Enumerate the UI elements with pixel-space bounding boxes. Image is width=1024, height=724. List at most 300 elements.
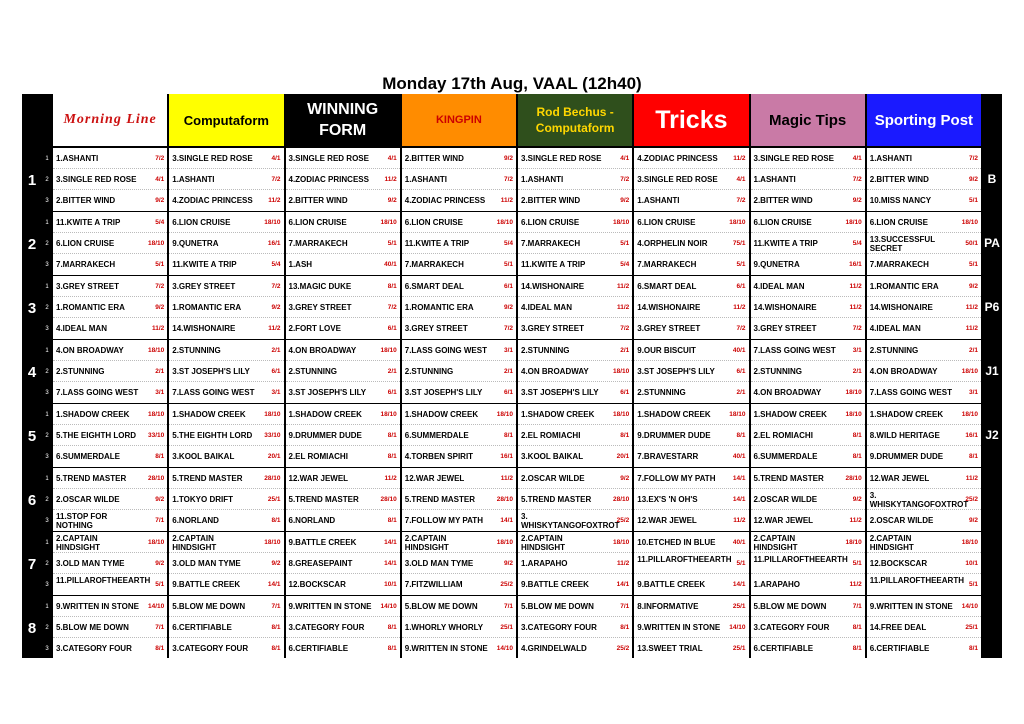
horse-name: 4.GRINDELWALD	[521, 644, 587, 653]
odds: 5/1	[736, 261, 746, 268]
horse-name: 6.LION CRUISE	[172, 218, 231, 227]
tip-cell	[53, 553, 167, 574]
odds: 9/2	[968, 517, 978, 524]
odds: 11/2	[500, 197, 513, 204]
odds: 28/10	[612, 496, 630, 503]
tip-cell	[751, 318, 865, 339]
horse-name: 3.CATEGORY FOUR	[172, 644, 249, 653]
odds: 75/1	[732, 240, 746, 247]
odds: 18/10	[147, 539, 165, 546]
selection-rank: 1	[45, 283, 49, 290]
odds: 14/1	[732, 496, 746, 503]
tip-cell	[634, 254, 748, 275]
tip-cell	[169, 169, 283, 190]
horse-name: 4.ON BROADWAY	[753, 388, 822, 397]
odds: 14/10	[961, 603, 978, 610]
horse-name: 12.WAR JEWEL	[404, 474, 465, 483]
bet-type-label: PA	[984, 236, 1000, 250]
horse-name: 9.WRITTEN IN STONE	[288, 602, 372, 611]
horse-name: 9.DRUMMER DUDE	[637, 431, 711, 440]
odds: 7/2	[387, 304, 397, 311]
horse-name: 2.CAPTAIN HINDSIGHT	[521, 534, 565, 552]
selection-rank: 2	[45, 624, 49, 631]
tip-cell	[634, 382, 748, 403]
tip-cell	[634, 638, 748, 659]
tip-cell	[286, 297, 400, 318]
horse-name: 13.EX'S 'N OH'S	[637, 495, 698, 504]
horse-name: 11.PILLAROFTHEEARTH	[869, 576, 964, 585]
tip-cell	[402, 489, 516, 510]
tip-cell	[867, 340, 981, 361]
selection-rank: 2	[45, 240, 49, 247]
tip-cell	[402, 468, 516, 489]
odds: 40/1	[732, 539, 746, 546]
horse-name: 9.DRUMMER DUDE	[288, 431, 362, 440]
tip-cell	[286, 596, 400, 617]
tip-cell	[634, 190, 748, 211]
horse-name: 2.STUNNING	[288, 367, 337, 376]
odds: 5/1	[968, 261, 978, 268]
horse-name: 8.WILD HERITAGE	[869, 431, 940, 440]
horse-name: 3.GREY STREET	[172, 282, 236, 291]
horse-name: 5.TREND MASTER	[753, 474, 824, 483]
tip-cell	[402, 510, 516, 531]
horse-name: 9.WRITTEN IN STONE	[637, 623, 721, 632]
tip-cell	[286, 553, 400, 574]
tip-cell	[286, 574, 400, 595]
horse-name: 1.SHADOW CREEK	[172, 410, 246, 419]
horse-name: 2.CAPTAIN HINDSIGHT	[56, 534, 100, 552]
tip-cell	[53, 254, 167, 275]
horse-name: 9.BATTLE CREEK	[521, 580, 589, 589]
odds: 5/4	[503, 240, 513, 247]
odds: 14/1	[500, 517, 513, 524]
tip-cell	[634, 169, 748, 190]
tip-cell	[751, 468, 865, 489]
tip-cell	[634, 340, 748, 361]
odds: 14/1	[384, 539, 397, 546]
horse-name: 12.WAR JEWEL	[753, 516, 814, 525]
horse-name: 1.SHADOW CREEK	[521, 410, 595, 419]
tip-cell	[53, 276, 167, 297]
tip-cell	[169, 233, 283, 254]
horse-name: 7.LASS GOING WEST	[56, 388, 139, 397]
tip-cell	[518, 212, 632, 233]
tip-cell	[518, 553, 632, 574]
race-number: 3	[27, 299, 37, 317]
odds: 11/2	[733, 517, 746, 524]
page-title: Monday 17th Aug, VAAL (12h40)	[382, 74, 642, 93]
horse-name: 2.STUNNING	[56, 367, 105, 376]
odds: 11/2	[268, 325, 281, 332]
odds: 5/1	[968, 197, 978, 204]
odds: 7/1	[155, 624, 165, 631]
race-number: 1	[27, 171, 37, 189]
tip-cell	[286, 617, 400, 638]
horse-name: 2.CAPTAIN HINDSIGHT	[404, 534, 449, 552]
odds: 4/1	[620, 155, 630, 162]
odds: 8/1	[852, 453, 862, 460]
horse-name: 3.SINGLE RED ROSE	[56, 175, 137, 184]
tip-cell	[402, 318, 516, 339]
tip-cell	[751, 276, 865, 297]
odds: 20/1	[616, 453, 630, 460]
horse-name: 6.CERTIFIABLE	[869, 644, 930, 653]
tip-cell	[286, 276, 400, 297]
race-number: 4	[27, 363, 37, 381]
odds: 6/1	[387, 389, 397, 396]
horse-name: 3.ST JOSEPH'S LILY	[288, 388, 367, 397]
odds: 10/1	[384, 581, 397, 588]
odds: 9/2	[620, 197, 630, 204]
horse-name: 1.TOKYO DRIFT	[172, 495, 233, 504]
tip-cell	[518, 510, 632, 531]
horse-name: 5.BLOW ME DOWN	[521, 602, 594, 611]
tip-cell	[867, 532, 981, 553]
tip-cell	[751, 382, 865, 403]
tip-cell	[867, 489, 981, 510]
tip-cell	[286, 318, 400, 339]
tip-cell	[53, 446, 167, 467]
horse-name: 4.IDEAL MAN	[56, 324, 107, 333]
horse-name: 3.CATEGORY FOUR	[753, 623, 830, 632]
odds: 25/1	[500, 624, 513, 631]
horse-name: 2.OSCAR WILDE	[753, 495, 818, 504]
tip-cell	[402, 361, 516, 382]
horse-name: 11.KWITE A TRIP	[521, 260, 586, 269]
horse-name: 1.ROMANTIC ERA	[56, 303, 125, 312]
odds: 14/10	[147, 603, 165, 610]
odds: 5/1	[736, 560, 746, 567]
odds: 18/10	[612, 539, 630, 546]
odds: 5/1	[387, 240, 397, 247]
tip-cell	[402, 425, 516, 446]
odds: 11/2	[616, 304, 630, 311]
tip-cell	[634, 617, 748, 638]
odds: 20/1	[267, 453, 281, 460]
horse-name: 7.LASS GOING WEST	[753, 346, 836, 355]
tip-cell	[634, 489, 748, 510]
odds: 3/1	[155, 389, 165, 396]
odds: 5/1	[155, 581, 165, 588]
horse-name: 6.SUMMERDALE	[404, 431, 469, 440]
tip-cell	[634, 510, 748, 531]
selection-rank: 2	[45, 304, 49, 311]
tip-cell	[867, 148, 981, 169]
odds: 18/10	[845, 411, 862, 418]
odds: 11/2	[268, 197, 281, 204]
horse-name: 4.ON BROADWAY	[869, 367, 938, 376]
tip-cell	[518, 446, 632, 467]
horse-name: 7.MARRAKECH	[521, 239, 581, 248]
odds: 9/2	[155, 304, 165, 311]
horse-name: 4.IDEAL MAN	[753, 282, 805, 291]
tip-cell	[53, 361, 167, 382]
horse-name: 1.ASHANTI	[753, 175, 796, 184]
tip-cell	[286, 169, 400, 190]
horse-name: 7.FITZWILLIAM	[404, 580, 463, 589]
tip-cell	[286, 361, 400, 382]
odds: 18/10	[961, 411, 978, 418]
race-number: 6	[27, 491, 37, 509]
bet-type-label: J2	[985, 428, 999, 442]
horse-name: 3.OLD MAN TYME	[172, 559, 241, 568]
tip-cell	[402, 254, 516, 275]
tip-cell	[169, 361, 283, 382]
odds: 18/10	[612, 368, 630, 375]
horse-name: 2.STUNNING	[172, 346, 221, 355]
tip-cell	[634, 468, 748, 489]
horse-name: 13.SWEET TRIAL	[637, 644, 703, 653]
tip-cell	[867, 510, 981, 531]
horse-name: 1.ASHANTI	[172, 175, 215, 184]
selection-rank: 1	[45, 539, 49, 546]
odds: 28/10	[147, 475, 165, 482]
odds: 18/10	[961, 219, 978, 226]
odds: 9/2	[155, 560, 165, 567]
odds: 5/4	[155, 219, 165, 226]
horse-name: 3.KOOL BAIKAL	[172, 452, 235, 461]
odds: 3/1	[503, 347, 513, 354]
horse-name: 10.ETCHED IN BLUE	[637, 538, 716, 547]
horse-name: 3.ST JOSEPH'S LILY	[172, 367, 250, 376]
horse-name: 9.QUNETRA	[172, 239, 219, 248]
tip-cell	[53, 574, 167, 595]
horse-name: 4.ZODIAC PRINCESS	[404, 196, 486, 205]
header-kingpin: KINGPIN	[402, 94, 516, 146]
odds: 11/2	[733, 155, 746, 162]
tip-cell	[169, 212, 283, 233]
odds: 25/2	[500, 581, 513, 588]
race-number: 8	[27, 619, 37, 637]
odds: 11/2	[849, 517, 862, 524]
horse-name: 1.ASHANTI	[56, 154, 99, 163]
race-label	[22, 532, 52, 596]
horse-name: 7.BRAVESTARR	[637, 452, 699, 461]
race-number: 7	[27, 555, 37, 573]
odds: 28/10	[496, 496, 513, 503]
odds: 18/10	[380, 347, 397, 354]
horse-name: 4.IDEAL MAN	[521, 303, 572, 312]
horse-name: 12.WAR JEWEL	[869, 474, 930, 483]
horse-name: 6.CERTIFIABLE	[172, 623, 232, 632]
tip-cell	[867, 404, 981, 425]
tip-cell	[286, 638, 400, 659]
odds: 11/2	[616, 283, 630, 290]
header-sporting-post: Sporting Post	[867, 94, 981, 146]
tip-cell	[867, 617, 981, 638]
horse-name: 4.ZODIAC PRINCESS	[637, 154, 718, 163]
horse-name: 3.ST JOSEPH'S LILY	[521, 388, 599, 397]
horse-name: 7.MARRAKECH	[637, 260, 697, 269]
odds: 8/1	[387, 432, 397, 439]
odds: 7/2	[736, 197, 746, 204]
tip-cell	[169, 254, 283, 275]
tip-cell	[53, 340, 167, 361]
tip-cell	[751, 425, 865, 446]
tip-cell	[634, 553, 748, 574]
odds: 8/1	[271, 645, 281, 652]
odds: 25/2	[616, 517, 630, 524]
odds: 4/1	[852, 155, 862, 162]
horse-name: 7.FOLLOW MY PATH	[404, 516, 483, 525]
selection-rank: 3	[45, 645, 49, 652]
tip-cell	[867, 212, 981, 233]
tip-cell	[169, 596, 283, 617]
odds: 16/1	[965, 432, 978, 439]
odds: 25/2	[616, 645, 630, 652]
selection-rank: 1	[45, 603, 49, 610]
horse-name: 2.BITTER WIND	[288, 196, 348, 205]
tip-cell	[751, 212, 865, 233]
tip-cell	[402, 553, 516, 574]
horse-name: 3.SINGLE RED ROSE	[637, 175, 718, 184]
tip-cell	[634, 297, 748, 318]
odds: 11/2	[965, 304, 978, 311]
tip-cell	[751, 190, 865, 211]
odds: 14/1	[732, 475, 746, 482]
odds: 11/2	[151, 325, 165, 332]
horse-name: 5.BLOW ME DOWN	[172, 602, 246, 611]
tip-cell	[751, 510, 865, 531]
tip-cell	[518, 489, 632, 510]
horse-name: 14.WISHONAIRE	[753, 303, 817, 312]
horse-name: 14.WISHONAIRE	[869, 303, 933, 312]
odds: 2/1	[968, 347, 978, 354]
horse-name: 6.LION CRUISE	[637, 218, 696, 227]
selection-rank: 3	[45, 453, 49, 460]
odds: 2/1	[271, 347, 281, 354]
horse-name: 7.LASS GOING WEST	[869, 388, 952, 397]
tip-cell	[286, 212, 400, 233]
odds: 18/10	[961, 368, 978, 375]
odds: 14/1	[384, 560, 397, 567]
tip-cell	[518, 596, 632, 617]
tip-cell	[867, 254, 981, 275]
horse-name: 9.WRITTEN IN STONE	[404, 644, 488, 653]
odds: 6/1	[271, 368, 281, 375]
odds: 8/1	[852, 432, 862, 439]
horse-name: 11.KWITE A TRIP	[404, 239, 470, 248]
tip-cell	[634, 532, 748, 553]
horse-name: 13.MAGIC DUKE	[288, 282, 352, 291]
selection-rank: 1	[45, 155, 49, 162]
odds: 7/2	[620, 325, 630, 332]
odds: 16/1	[500, 453, 513, 460]
odds: 8/1	[387, 283, 397, 290]
tips-table	[22, 94, 1002, 658]
odds: 7/2	[503, 176, 513, 183]
odds: 7/2	[155, 155, 165, 162]
horse-name: 10.MISS NANCY	[869, 196, 932, 205]
horse-name: 12.BOCKSCAR	[288, 580, 346, 589]
tip-cell	[634, 361, 748, 382]
tip-cell	[53, 212, 167, 233]
odds: 2/1	[620, 347, 630, 354]
odds: 11/2	[384, 176, 397, 183]
odds: 25/2	[965, 496, 978, 503]
tip-cell	[169, 148, 283, 169]
tip-cell	[518, 148, 632, 169]
tip-cell	[634, 148, 748, 169]
horse-name: 3.SINGLE RED ROSE	[521, 154, 602, 163]
odds: 11/2	[849, 581, 862, 588]
tip-cell	[53, 404, 167, 425]
odds: 8/1	[736, 432, 746, 439]
bet-type-label: J1	[985, 364, 999, 378]
selection-rank: 2	[45, 176, 49, 183]
horse-name: 2.BITTER WIND	[869, 175, 929, 184]
horse-name: 3.KOOL BAIKAL	[521, 452, 584, 461]
odds: 18/10	[845, 219, 862, 226]
horse-name: 1.ASHANTI	[869, 154, 912, 163]
horse-name: 5.THE EIGHTH LORD	[56, 431, 137, 440]
odds: 40/1	[384, 261, 397, 268]
selection-rank: 1	[45, 475, 49, 482]
tip-cell	[53, 638, 167, 659]
horse-name: 9.DRUMMER DUDE	[869, 452, 944, 461]
odds: 18/10	[961, 539, 978, 546]
odds: 2/1	[155, 368, 165, 375]
tip-cell	[169, 510, 283, 531]
horse-name: 9.BATTLE CREEK	[288, 538, 357, 547]
odds: 25/1	[965, 624, 978, 631]
tip-cell	[867, 425, 981, 446]
horse-name: 1.SHADOW CREEK	[404, 410, 479, 419]
race-number: 5	[27, 427, 37, 445]
tip-cell	[169, 318, 283, 339]
horse-name: 1.SHADOW CREEK	[869, 410, 944, 419]
tip-cell	[53, 297, 167, 318]
tip-cell	[634, 425, 748, 446]
horse-name: 7.MARRAKECH	[56, 260, 116, 269]
horse-name: 8.GREASEPAINT	[288, 559, 353, 568]
odds: 8/1	[387, 645, 397, 652]
odds: 5/1	[968, 581, 978, 588]
tip-cell	[634, 574, 748, 595]
odds: 3/1	[852, 347, 862, 354]
tip-cell	[169, 297, 283, 318]
tip-cell	[402, 596, 516, 617]
tip-cell	[751, 254, 865, 275]
tip-cell	[518, 361, 632, 382]
tip-cell	[169, 446, 283, 467]
horse-name: 3.GREY STREET	[753, 324, 817, 333]
odds: 7/2	[852, 325, 862, 332]
horse-name: 4.TORBEN SPIRIT	[404, 452, 474, 461]
horse-name: 5.TREND MASTER	[172, 474, 243, 483]
tip-cell	[286, 148, 400, 169]
horse-name: 9.BATTLE CREEK	[637, 580, 706, 589]
tip-cell	[751, 340, 865, 361]
tip-cell	[169, 276, 283, 297]
horse-name: 2.FORT LOVE	[288, 324, 341, 333]
tip-cell	[169, 574, 283, 595]
horse-name: 11.KWITE A TRIP	[753, 239, 818, 248]
odds: 3/1	[271, 389, 281, 396]
horse-name: 11.PILLAROFTHEEARTH	[753, 555, 848, 564]
odds: 11/2	[500, 475, 513, 482]
tip-cell	[402, 574, 516, 595]
race-label	[22, 404, 52, 468]
horse-name: 3.SINGLE RED ROSE	[172, 154, 253, 163]
horse-name: 2.EL ROMIACHI	[521, 431, 581, 440]
odds: 18/10	[845, 389, 862, 396]
odds: 7/1	[271, 603, 281, 610]
horse-name: 6.LION CRUISE	[521, 218, 580, 227]
horse-name: 1.ASH	[288, 260, 313, 269]
tip-cell	[169, 425, 283, 446]
